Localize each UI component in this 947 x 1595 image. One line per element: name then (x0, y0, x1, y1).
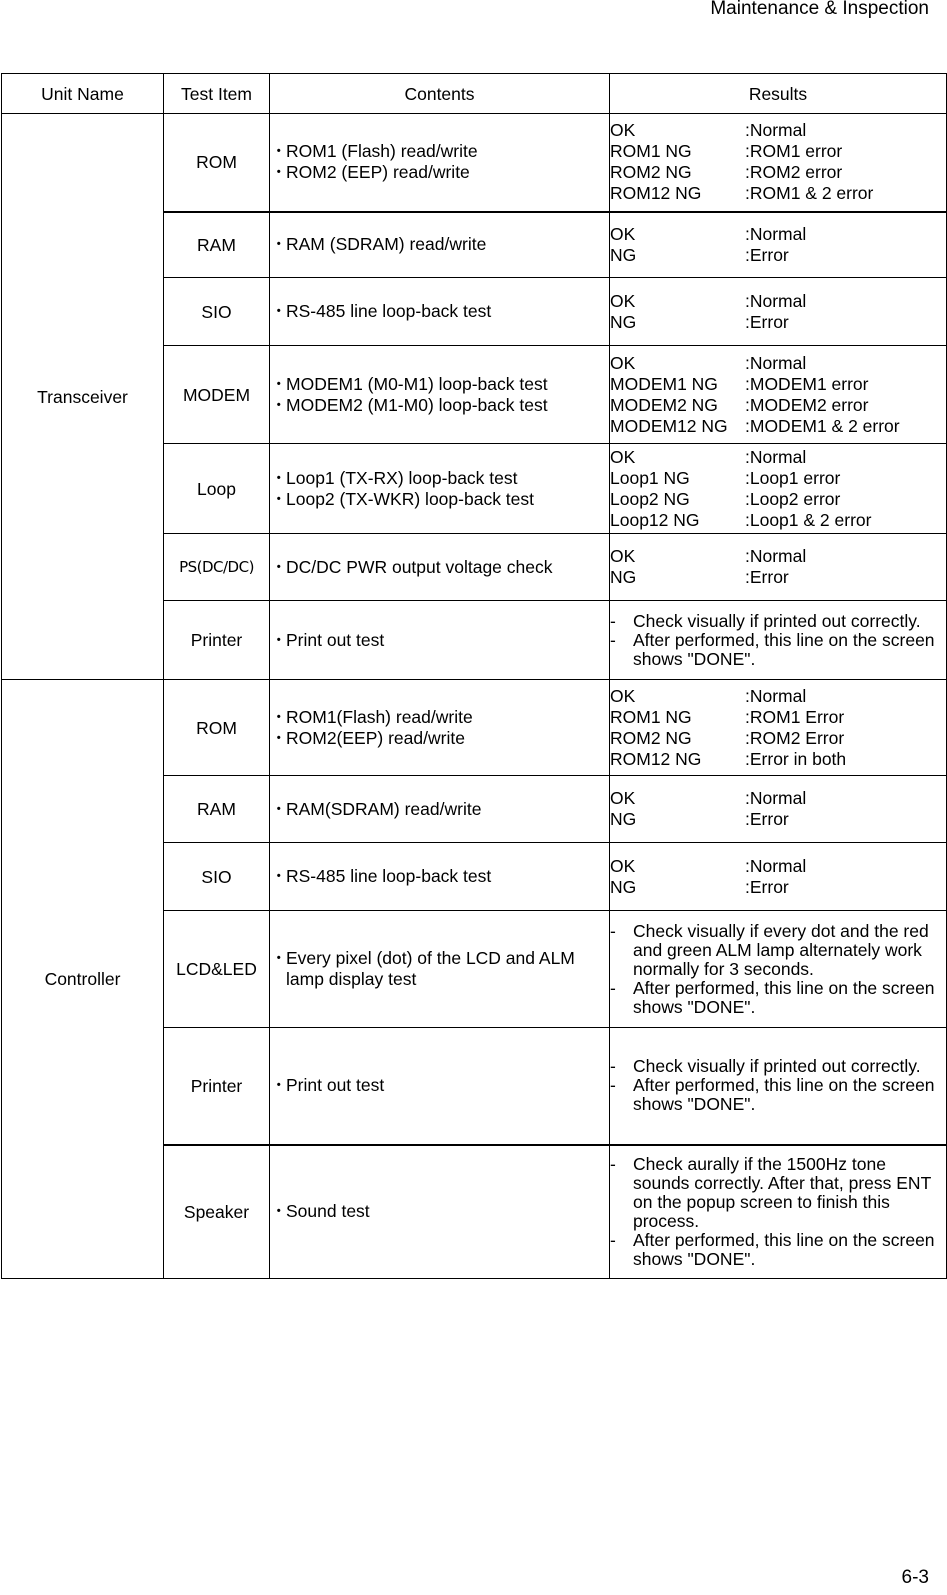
result-line: OK :Normal (610, 223, 807, 244)
note-line: - Check visually if printed out correctly. (610, 1056, 921, 1077)
result-line: NG :Error (610, 876, 789, 897)
test-item-ram: RAM (164, 776, 270, 843)
note-line: - After performed, this line on the screen shows "DONE". (610, 977, 935, 1017)
result-line: MODEM2 NG :MODEM2 error (610, 394, 869, 415)
contents-cell (270, 1028, 610, 1145)
contents-cell (270, 444, 610, 534)
results-cell (610, 278, 947, 346)
content-line: ・ MODEM2 (M1-M0) loop-back test (270, 394, 548, 415)
test-item-speaker: Speaker (164, 1145, 270, 1279)
content-line: ・ Print out test (270, 1075, 385, 1096)
test-item-printer: Printer (164, 601, 270, 680)
result-line: OK :Normal (610, 685, 807, 706)
results-cell (610, 911, 947, 1028)
table-row (2, 114, 947, 212)
result-line: Loop1 NG :Loop1 error (610, 467, 841, 488)
column-header-contents: Contents (270, 74, 610, 114)
note-line: - Check aurally if the 1500Hz tone sounds correctly. After that, press ENT on the popup screen to finish this process. (610, 1153, 931, 1231)
column-header-results: Results (610, 74, 947, 114)
contents-cell (270, 776, 610, 843)
content-line: ・ RAM(SDRAM) read/write (270, 798, 482, 819)
content-line: ・ Sound test (270, 1201, 370, 1222)
content-line: ・ RS-485 line loop-back test (270, 301, 492, 321)
result-line: ROM1 NG :ROM1 error (610, 141, 843, 162)
result-line: ROM2 NG :ROM2 error (610, 162, 843, 183)
table-row (2, 680, 947, 776)
test-item-modem: MODEM (164, 346, 270, 444)
test-item-loop: Loop (164, 444, 270, 534)
content-line: ・ ROM1(Flash) read/write (270, 706, 473, 727)
test-item-ram: RAM (164, 212, 270, 278)
test-item-rom: ROM (164, 114, 270, 212)
contents-cell (270, 114, 610, 212)
results-cell (610, 1028, 947, 1145)
content-line: ・ Every pixel (dot) of the LCD and ALM lamp display test (270, 948, 575, 989)
result-line: ROM1 NG :ROM1 Error (610, 706, 845, 727)
content-line: ・ ROM1 (Flash) read/write (270, 141, 478, 162)
result-line: OK :Normal (610, 352, 807, 373)
note-line: - After performed, this line on the screen shows "DONE". (610, 1075, 935, 1115)
result-line: OK :Normal (610, 446, 807, 467)
result-line: MODEM1 NG :MODEM1 error (610, 373, 869, 394)
result-line: ROM12 NG :Error in both (610, 748, 847, 769)
contents-cell (270, 212, 610, 278)
content-line: ・ RAM (SDRAM) read/write (270, 234, 487, 255)
content-line: ・ DC/DC PWR output voltage check (270, 556, 553, 577)
result-line: ROM2 NG :ROM2 Error (610, 727, 845, 748)
contents-cell (270, 680, 610, 776)
content-line: ・ Loop2 (TX-WKR) loop-back test (270, 488, 535, 509)
results-cell (610, 212, 947, 278)
results-cell (610, 534, 947, 601)
content-line: ・ Print out test (270, 629, 385, 650)
result-line: OK :Normal (610, 788, 807, 808)
column-header-unit-name: Unit Name (2, 74, 164, 114)
result-line: NG :Error (610, 311, 789, 332)
result-line: NG :Error (610, 244, 789, 265)
result-line: OK :Normal (610, 855, 807, 876)
results-cell (610, 114, 947, 212)
result-line: ROM12 NG :ROM1 & 2 error (610, 183, 874, 204)
result-line: NG :Error (610, 809, 789, 829)
test-item-sio: SIO (164, 278, 270, 346)
results-cell (610, 346, 947, 444)
content-line: ・ RS-485 line loop-back test (270, 866, 492, 886)
content-line: ・ MODEM1 (M0-M1) loop-back test (270, 373, 548, 394)
results-cell (610, 843, 947, 911)
test-item-sio: SIO (164, 843, 270, 911)
content-line: ・ ROM2(EEP) read/write (270, 727, 465, 748)
result-line: OK :Normal (610, 546, 807, 566)
result-line: MODEM12 NG :MODEM1 & 2 error (610, 415, 900, 436)
result-line: Loop12 NG :Loop1 & 2 error (610, 509, 872, 530)
contents-cell (270, 601, 610, 680)
result-line: OK :Normal (610, 120, 807, 141)
unit-name-controller: Controller (2, 680, 164, 1279)
note-line: - After performed, this line on the screen shows "DONE". (610, 629, 935, 669)
page-header-title: Maintenance & Inspection (710, 0, 929, 19)
results-cell (610, 776, 947, 843)
column-header-test-item: Test Item (164, 74, 270, 114)
results-cell (610, 601, 947, 680)
contents-cell (270, 534, 610, 601)
content-line: ・ ROM2 (EEP) read/write (270, 162, 470, 183)
result-line: OK :Normal (610, 290, 807, 311)
contents-cell (270, 346, 610, 444)
contents-cell (270, 911, 610, 1028)
result-line: NG :Error (610, 567, 789, 587)
content-line: ・ Loop1 (TX-RX) loop-back test (270, 467, 518, 488)
unit-name-transceiver: Transceiver (2, 114, 164, 680)
note-line: - Check visually if every dot and the red and green ALM lamp alternately work normally for 3 seconds. (610, 920, 929, 979)
test-item-printer: Printer (164, 1028, 270, 1145)
contents-cell (270, 843, 610, 911)
results-cell (610, 1145, 947, 1279)
table-header-row (2, 74, 947, 114)
results-cell (610, 444, 947, 534)
page-number: 6-3 (901, 1567, 929, 1588)
contents-cell (270, 278, 610, 346)
test-item-lcd-led: LCD&LED (164, 911, 270, 1028)
test-item-rom: ROM (164, 680, 270, 776)
note-line: - Check visually if printed out correctly. (610, 610, 921, 631)
results-cell (610, 680, 947, 776)
result-line: Loop2 NG :Loop2 error (610, 488, 841, 509)
test-item-ps-dcdc: PS(DC/DC) (164, 534, 270, 601)
note-line: - After performed, this line on the screen shows "DONE". (610, 1229, 935, 1269)
test-items-table (1, 73, 947, 1279)
contents-cell (270, 1145, 610, 1279)
